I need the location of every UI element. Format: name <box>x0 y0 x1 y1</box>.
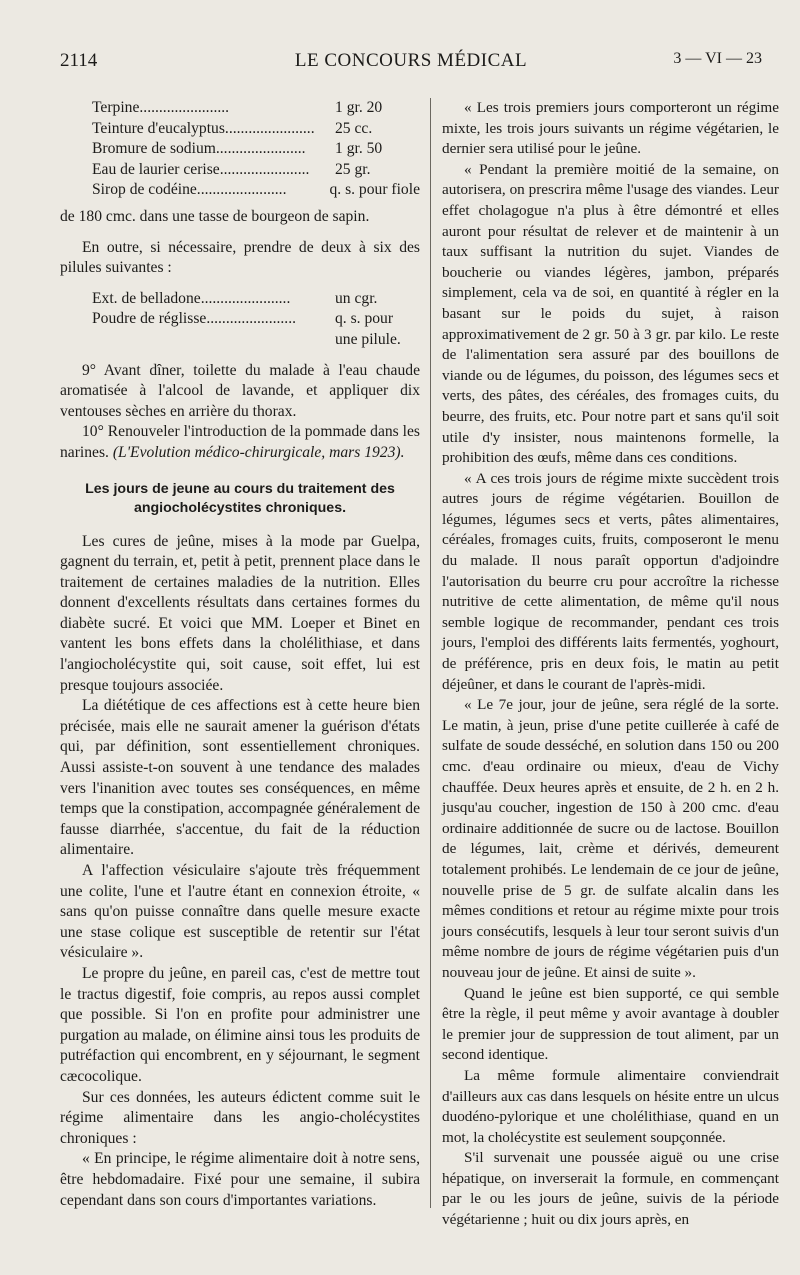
source-citation: (L'Evolution médico-chirurgicale, mars 1923). <box>112 443 405 461</box>
prescription-row <box>60 119 420 140</box>
prescription-list <box>60 98 420 201</box>
paragraph: « En principe, le régime alimentaire doit à notre sens, être hebdomadaire. Fixé pour une semaine, il subira cependant dans son cours d'importantes variations. <box>60 1150 420 1209</box>
paragraph: « Le 7e jour, jour de jeûne, sera réglé de la sorte. Le matin, à jeun, prise d'une petite cuillerée à café de sulfate de soude desséché, en solution dans 150 ou 200 cmc. d'eau ordinaire ou mieux, d'eau de Vichy chauffée. Deux heures après et ensuite, de 2 h. en 2 h. jusqu'au coucher, ingestion de 150 à 200 cmc. d'eau ordinaire additionnée de sucre ou de lactose. Bouillon de légumes, lait, crème et dérivés, demeurent totalement prohibés. Le lendemain de ce jour de jeûne, nouvelle prise de 5 gr. de sulfate alcalin dans les mêmes conditions et retour au régime mixte pour trois jours consécutifs, lesquels à leur tour seront suivis d'un même nombre de jours de régime végétarien puis d'un nouveau jour de jeûne. Et ainsi de suite ». <box>442 696 779 981</box>
paragraph: « Les trois premiers jours comporteront un régime mixte, les trois jours suivants un régime végétarien, le dernier sera utilisé pour le jeûne. <box>442 99 779 158</box>
dose: un cgr. <box>335 289 378 307</box>
column-divider <box>430 98 431 1208</box>
paragraph: A l'affection vésiculaire s'ajoute très fréquemment une colite, l'une et l'autre étant en connexion étroite, « sans qu'on puisse connaître dans quelle mesure exacte une stase colique est susceptible de retentir sur l'état vésiculaire ». <box>60 862 420 962</box>
prescription-row <box>60 330 420 351</box>
paragraph: S'il survenait une poussée aiguë ou une crise hépatique, on inverserait la formule, en commençant par le ou les jours de jeûne, suivis de la période végétarienne ; huit ou dix jours après, en <box>442 1149 779 1229</box>
prescription-row <box>60 180 420 201</box>
prescription-row <box>60 309 420 330</box>
paragraph: Sur ces données, les auteurs édictent comme suit le régime alimentaire dans les angio-cholécystites chroniques : <box>60 1088 420 1147</box>
dose: 1 gr. 20 <box>335 99 383 116</box>
pills-intro: En outre, si nécessaire, prendre de deux à six des pilules suivantes : <box>60 238 420 277</box>
paragraph: Le propre du jeûne, en pareil cas, c'est de mettre tout le tractus digestif, foie compris, au repos aussi complet que possible. Si l'on en profite pour administrer une purgation au malade, on élimine ainsi tous les produits de putréfaction qui encombrent, en y séjournant, le segment cæcocolique. <box>60 964 420 1085</box>
ingredient: Eau de laurier cerise....................... <box>92 160 310 178</box>
prescription-row <box>60 160 420 181</box>
pills-list <box>60 289 420 351</box>
paragraph: La diététique de ces affections est à cette heure bien précisée, mais elle ne saurait amener la guérison d'états qui, par définition, sont essentiellement chroniques. Aussi assiste-t-on souvent à une tendance des malades vers l'inanition avec toutes ses conséquences, en même temps que la constipation, accompagnée généralement de fausse diarrhée, s'accentue, du fait de la réduction alimentaire. <box>60 697 420 859</box>
paragraph: La même formule alimentaire conviendrait d'ailleurs aux cas dans lesquels on hésite entre un ulcus duodéno-pylorique et une cholélithiase, quand en un mot, la cholécystite est seulement soupçonnée. <box>442 1066 779 1146</box>
page-header <box>60 50 762 76</box>
dose: q. s. pour fiole <box>329 181 420 199</box>
paragraph: « A ces trois jours de régime mixte succèdent trois autres jours de régime végétarien. Bouillon de légumes, légumes secs et verts, pâtes alimentaires, céréales, fromages cuits, fruits, composeront le menu du malade. Il nous paraît opportun d'adjoindre l'autorisation du beurre cru pour accroître la richesse nutritive de cette alimentation, de même qu'il nous semble logique de recommander, pendant ces trois jours, l'emploi des différents laits fermentés, yoghourt, de préférence, pris en deux fois, le matin au petit déjeûner, et dans le courant de l'après-midi. <box>442 469 779 693</box>
dose: q. s. pour <box>335 310 394 328</box>
prescription-row <box>60 98 420 119</box>
ingredient: Bromure de sodium....................... <box>92 140 306 158</box>
paragraph: Quand le jeûne est bien supporté, ce qui semble être la règle, il peut même y avoir avantage à doubler le premier jour de suppression de tout aliment, par un second identique. <box>442 984 779 1064</box>
ingredient: Ext. de belladone....................... <box>92 289 291 307</box>
prescription-row <box>60 139 420 160</box>
section-heading: Les jours de jeune au cours du traitement des angiocholécystites chroniques. <box>85 480 395 516</box>
paragraph: Les cures de jeûne, mises à la mode par Guelpa, gagnent du terrain, et, petit à petit, prennent place dans le traitement de certaines maladies de la nutrition. Elles donnent d'excellents résultats dans certaines formes du diabète sucré. Et voici que MM. Loeper et Binet en vantent les bons effets dans la cholélithiase, et dans l'angiocholécystite qui, soit cause, soit effet, lui est presque toujours associée. <box>60 532 420 694</box>
dose-continued: une pilule. <box>335 330 401 348</box>
journal-title: LE CONCOURS MÉDICAL <box>294 50 528 71</box>
dose: 25 cc. <box>335 119 373 137</box>
issue-date: 3 — VI — 23 <box>673 50 762 67</box>
page-number: 2114 <box>60 50 98 71</box>
ingredient: Terpine....................... <box>92 99 230 116</box>
right-column <box>442 98 779 1231</box>
dose: 1 gr. 50 <box>335 140 383 158</box>
prescription-note: de 180 cmc. dans une tasse de bourgeon de sapin. <box>60 207 370 225</box>
ingredient: Sirop de codéine....................... <box>92 181 287 199</box>
ingredient: Poudre de réglisse....................... <box>92 310 296 328</box>
ingredient: Teinture d'eucalyptus....................... <box>92 119 315 137</box>
paragraph: « Pendant la première moitié de la semaine, on autorisera, on prescrira même l'usage des viandes. Leur effet cholagogue n'a plus à être démontré et elles auront pour résultat de relever et de maintenir à un taux suffisant la nutrition du sujet. Viandes de boucherie ou viandes légères, jambon, préparés simplement, cela va de soi, en quantité à régler en la basant sur le poids du sujet, à raison approximativement de 2 gr. 50 à 3 gr. par kilo. Le reste de l'alimentation sera assuré par des bouillons de viande ou de légumes, du poisson, des légumes secs et verts, des pâtes, des céréales, des fromages cuits, du beurre, des fruits, etc. Pour notre part et sans qu'il soit utile d'y insister, nous maintenons formelle, la prohibition des œufs, même dans ces conditions. <box>442 160 779 467</box>
left-column <box>60 98 420 1211</box>
paragraph: 10° Renouveler l'introduction de la pommade dans les narines. (L'Evolution médico-chirurgicale, mars 1923). <box>60 423 420 461</box>
prescription-row <box>60 289 420 310</box>
paragraph: 9° Avant dîner, toilette du malade à l'eau chaude aromatisée à l'alcool de lavande, et appliquer dix ventouses sèches en arrière du thorax. <box>60 361 420 420</box>
dose: 25 gr. <box>335 160 371 178</box>
